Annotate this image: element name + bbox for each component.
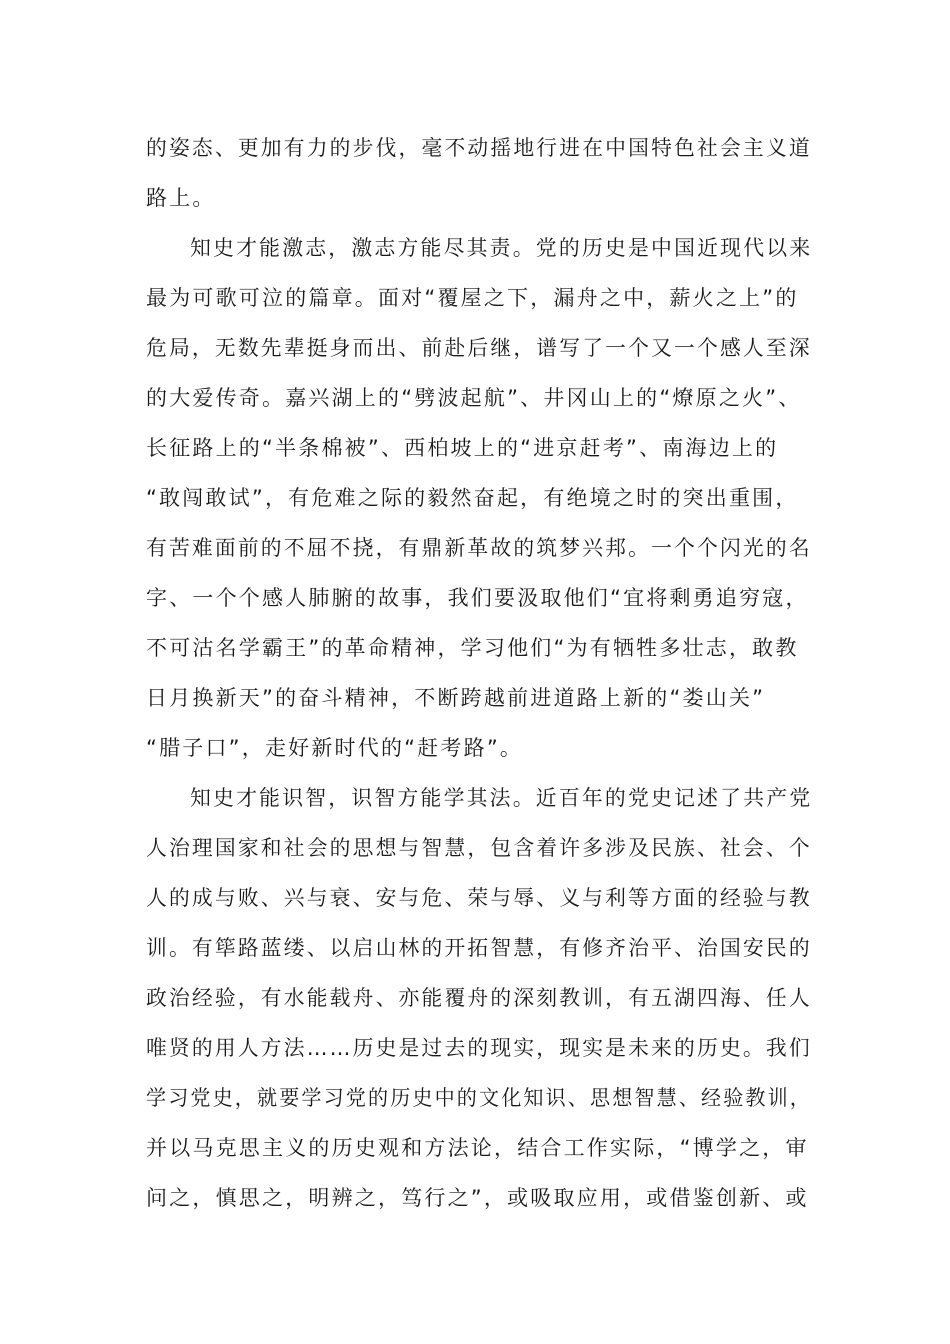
text-line: 日月换新天”的奋斗精神，不断跨越前进道路上新的“娄山关” bbox=[146, 686, 766, 710]
text-line: 学习党史，就要学习党的历史中的文化知识、思想智慧、经验教训， bbox=[146, 1086, 813, 1110]
text-line: 的姿态、更加有力的步伐，毫不动摇地行进在中国特色社会主义道 bbox=[146, 136, 812, 160]
text-line: 唯贤的用人方法……历史是过去的现实，现实是未来的历史。我们 bbox=[146, 1036, 812, 1060]
text-line: 路上。 bbox=[146, 186, 216, 210]
text-line: 长征路上的“半条棉被”、西柏坡上的“进京赶考”、南海边上的 bbox=[146, 436, 779, 460]
text-line: 字、一个个感人肺腑的故事，我们要汲取他们“宜将剩勇追穷寇， bbox=[146, 586, 809, 610]
text-line: “腊子口”，走好新时代的“赶考路”。 bbox=[146, 736, 524, 760]
text-line: 人的成与败、兴与衰、安与危、荣与辱、义与利等方面的经验与教 bbox=[146, 886, 812, 910]
text-line: 问之，慎思之，明辨之，笃行之”，或吸取应用，或借鉴创新、或 bbox=[146, 1186, 809, 1210]
text-line: 危局，无数先辈挺身而出、前赴后继，谱写了一个又一个感人至深 bbox=[146, 336, 812, 360]
paragraph-first-line: 知史才能激志，激志方能尽其责。党的历史是中国近现代以来 bbox=[190, 236, 813, 260]
paragraph-first-line: 知史才能识智，识智方能学其法。近百年的党史记述了共产党 bbox=[190, 786, 813, 810]
text-line: 政治经验，有水能载舟、亦能覆舟的深刻教训，有五湖四海、任人 bbox=[146, 986, 812, 1010]
text-line: 的大爱传奇。嘉兴湖上的“劈波起航”、井冈山上的“燎原之火”、 bbox=[146, 386, 802, 410]
text-line: 不可沽名学霸王”的革命精神，学习他们“为有牺牲多壮志，敢教 bbox=[146, 636, 799, 660]
text-line: 并以马克思主义的历史观和方法论，结合工作实际，“博学之，审 bbox=[146, 1136, 809, 1160]
text-line: 人治理国家和社会的思想与智慧，包含着许多涉及民族、社会、个 bbox=[146, 836, 812, 860]
text-line: 训。有筚路蓝缕、以启山林的开拓智慧，有修齐治平、治国安民的 bbox=[146, 936, 812, 960]
text-line: 最为可歌可泣的篇章。面对“覆屋之下，漏舟之中，薪火之上”的 bbox=[146, 286, 799, 310]
text-line: 有苦难面前的不屈不挠，有鼎新革故的筑梦兴邦。一个个闪光的名 bbox=[146, 536, 812, 560]
text-line: “敢闯敢试”，有危难之际的毅然奋起，有绝境之时的突出重围， bbox=[146, 486, 799, 510]
